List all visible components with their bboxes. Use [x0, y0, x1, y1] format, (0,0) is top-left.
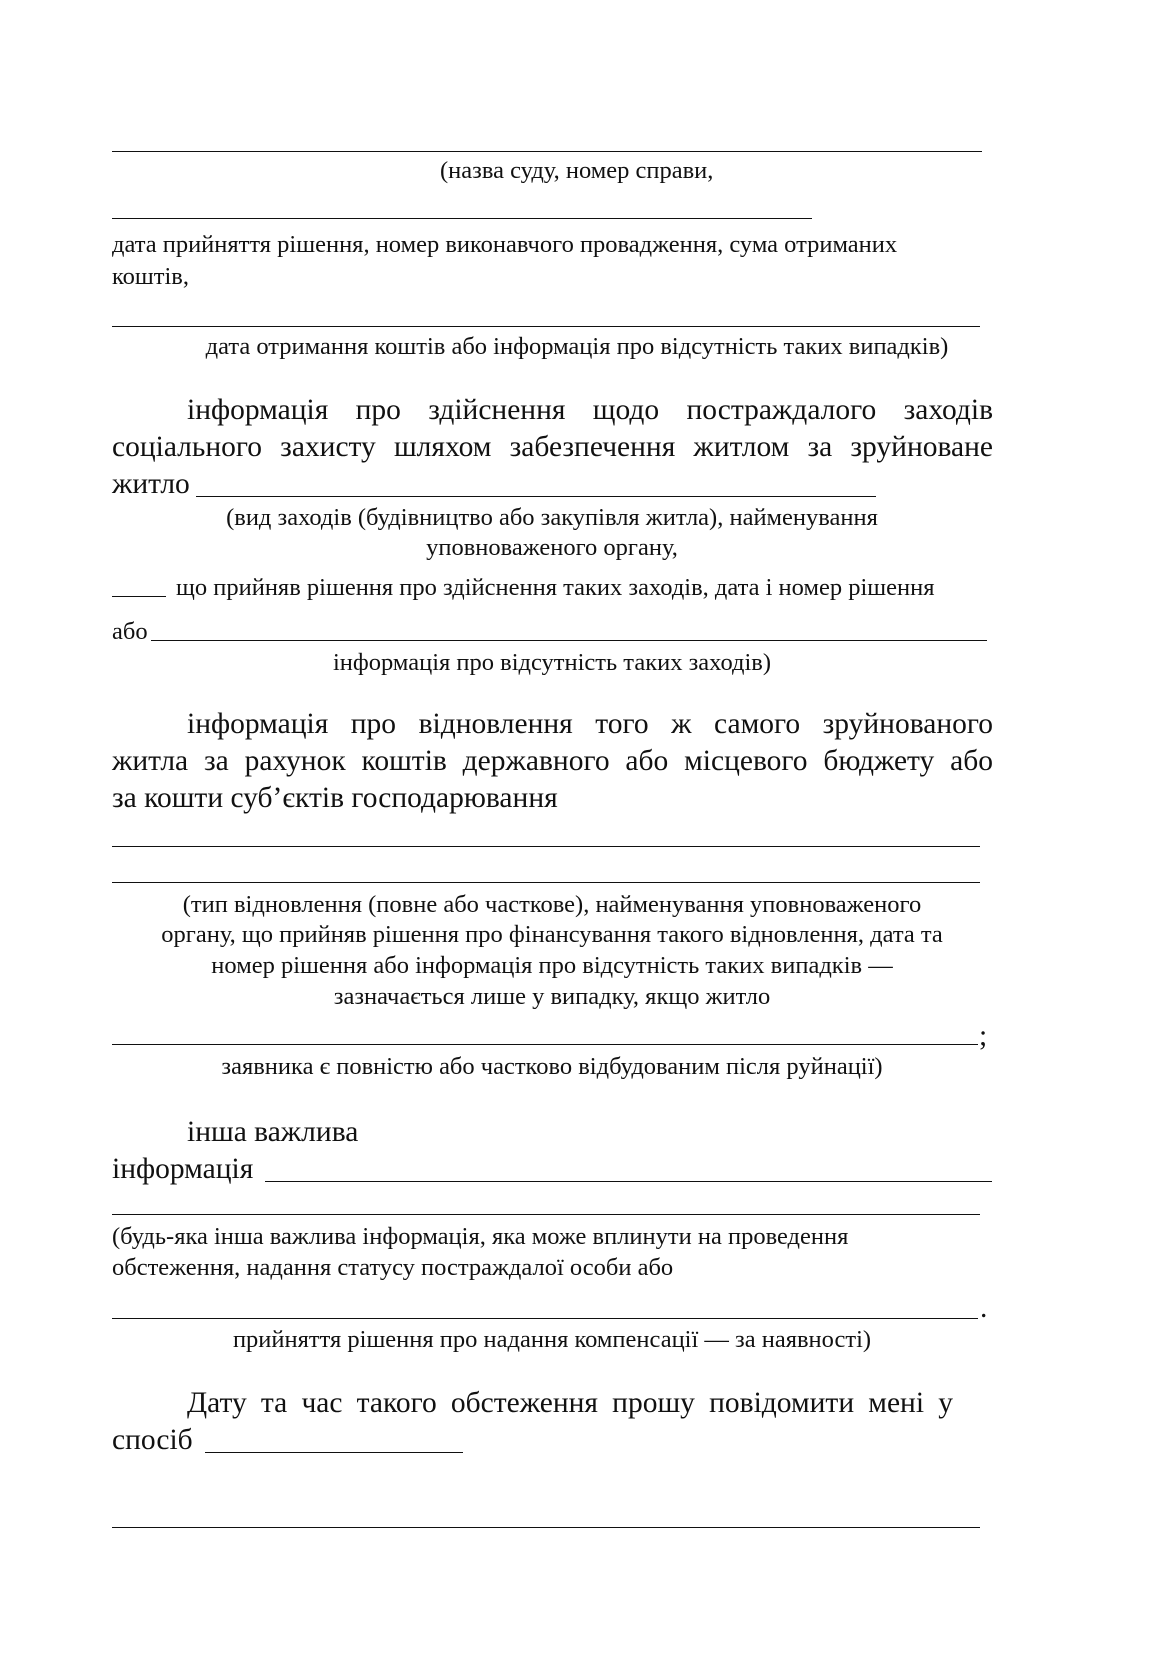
heading-restore-line3: за кошти суб’єктів господарювання	[112, 782, 558, 814]
caption-compensation: прийняття рішення про надання компенсації — за наявності)	[232, 1326, 872, 1353]
heading-restore-line1: інформація про відновлення того ж самого зруйнованого	[187, 708, 993, 740]
caption-other-info: (будь-яка інша важлива інформація, яка може вплинути на проведення	[112, 1223, 849, 1250]
blank-line-funds-date	[112, 326, 980, 327]
notify-line1: Дату та час такого обстеження прошу повідомити мені у	[187, 1387, 953, 1419]
caption-decision: що прийняв рішення про здійснення таких заходів, дата і номер рішення	[176, 574, 935, 601]
heading-housing-line3: житло	[112, 468, 190, 500]
caption-restore-condition: зазначається лише у випадку, якщо житло	[333, 983, 771, 1010]
caption-no-measures: інформація про відсутність таких заходів)	[332, 649, 771, 676]
caption-funds-date: дата отримання коштів або інформація про відсутність таких випадків)	[205, 333, 949, 360]
caption-rebuilt: заявника є повністю або частково відбудованим після руйнації)	[221, 1053, 883, 1080]
blank-line-restore-2	[112, 882, 980, 883]
blank-line-court	[112, 151, 982, 152]
blank-line-other-3	[112, 1318, 978, 1319]
blank-line-housing	[196, 496, 876, 497]
blank-line-short	[112, 596, 166, 597]
blank-line-restore-1	[112, 846, 980, 847]
heading-other-line2: інформація	[112, 1153, 254, 1185]
heading-housing-line2: соціального захисту шляхом забезпечення житлом за зруйноване	[112, 431, 993, 463]
caption-restore-authority: органу, що прийняв рішення про фінансування такого відновлення, дата та	[161, 921, 943, 948]
period: .	[980, 1292, 988, 1324]
blank-line-other-2	[112, 1214, 980, 1215]
caption-restore-type: (тип відновлення (повне або часткове), найменування уповноваженого	[182, 891, 922, 918]
caption-authority: уповноваженого органу,	[426, 534, 678, 561]
blank-line-or	[151, 640, 987, 641]
caption-or: або	[112, 618, 148, 645]
heading-restore-line2: житла за рахунок коштів державного або місцевого бюджету або	[112, 745, 993, 777]
semicolon: ;	[979, 1020, 988, 1052]
caption-restore-decision: номер рішення або інформація про відсутність таких випадків —	[211, 952, 893, 979]
caption-funds: коштів,	[112, 263, 189, 290]
blank-line-case	[112, 218, 812, 219]
notify-line2: спосіб	[112, 1424, 193, 1456]
caption-victim-status: обстеження, надання статусу постраждалої особи або	[112, 1254, 674, 1281]
caption-measure-type: (вид заходів (будівництво або закупівля житла), найменування	[226, 504, 878, 531]
heading-other-line1: інша важлива	[187, 1116, 359, 1148]
blank-line-other-1	[265, 1181, 992, 1182]
caption-decision-date: дата прийняття рішення, номер виконавчого провадження, сума отриманих	[112, 231, 898, 258]
heading-housing-line1: інформація про здійснення щодо постраждалого заходів	[187, 394, 993, 426]
blank-line-notify-method	[205, 1452, 463, 1453]
caption-court-name: (назва суду, номер справи,	[440, 157, 714, 184]
blank-line-restore-3	[112, 1044, 978, 1045]
blank-line-notify-2	[112, 1527, 980, 1528]
